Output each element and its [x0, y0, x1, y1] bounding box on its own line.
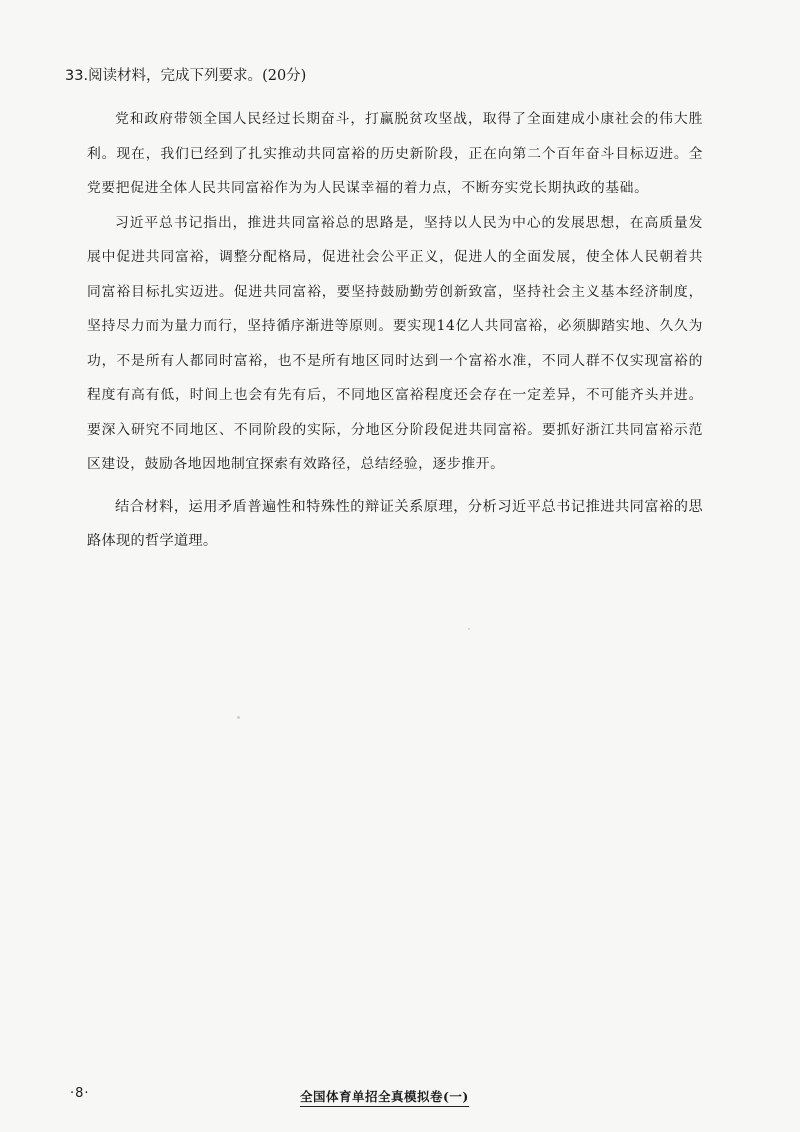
question-header	[65, 62, 705, 90]
exam-title: 全国体育单招全真模拟卷(一)	[300, 1087, 469, 1107]
question-33	[65, 62, 705, 559]
question-number: 33.	[65, 68, 89, 84]
page-number: ·8·	[70, 1086, 90, 1101]
question-score: (20分)	[262, 68, 307, 84]
question-instruction: 阅读材料，完成下列要求。	[88, 68, 263, 84]
material-paragraph-2: 习近平总书记指出，推进共同富裕总的思路是，坚持以人民为中心的发展思想，在高质量发展中促进共同富裕，调整分配格局，促进社会公平正义，促进人的全面发展，使全体人民朝着共同富裕目标扎实迈进。促进共同富裕，要坚持鼓励勤劳创新致富，坚持社会主义基本经济制度，坚持尽力而为量力而行，坚持循序渐进等原则。要实现14亿人共同富裕，必须脚踏实地、久久为功，不是所有人都同时富裕，也不是所有地区同时达到一个富裕水准，不同人群不仅实现富裕的程度有高有低，时间上也会有先有后，不同地区富裕程度还会存在一定差异，不可能齐头并进。要深入研究不同地区、不同阶段的实际，分地区分阶段促进共同富裕。要抓好浙江共同富裕示范区建设，鼓励各地因地制宜探索有效路径，总结经验，逐步推开。	[87, 214, 703, 472]
material-block	[87, 102, 703, 559]
scan-speck	[237, 716, 240, 719]
material-paragraph-1: 党和政府带领全国人民经过长期奋斗，打赢脱贫攻坚战，取得了全面建成小康社会的伟大胜利。现在，我们已经到了扎实推动共同富裕的历史新阶段，正在向第二个百年奋斗目标迈进。全党要把促进全体人民共同富裕作为为人民谋幸福的着力点，不断夯实党长期执政的基础。	[87, 111, 703, 196]
task-prompt: 结合材料，运用矛盾普遍性和特殊性的辩证关系原理，分析习近平总书记推进共同富裕的思路体现的哲学道理。	[87, 498, 703, 549]
scan-speck	[468, 628, 470, 630]
